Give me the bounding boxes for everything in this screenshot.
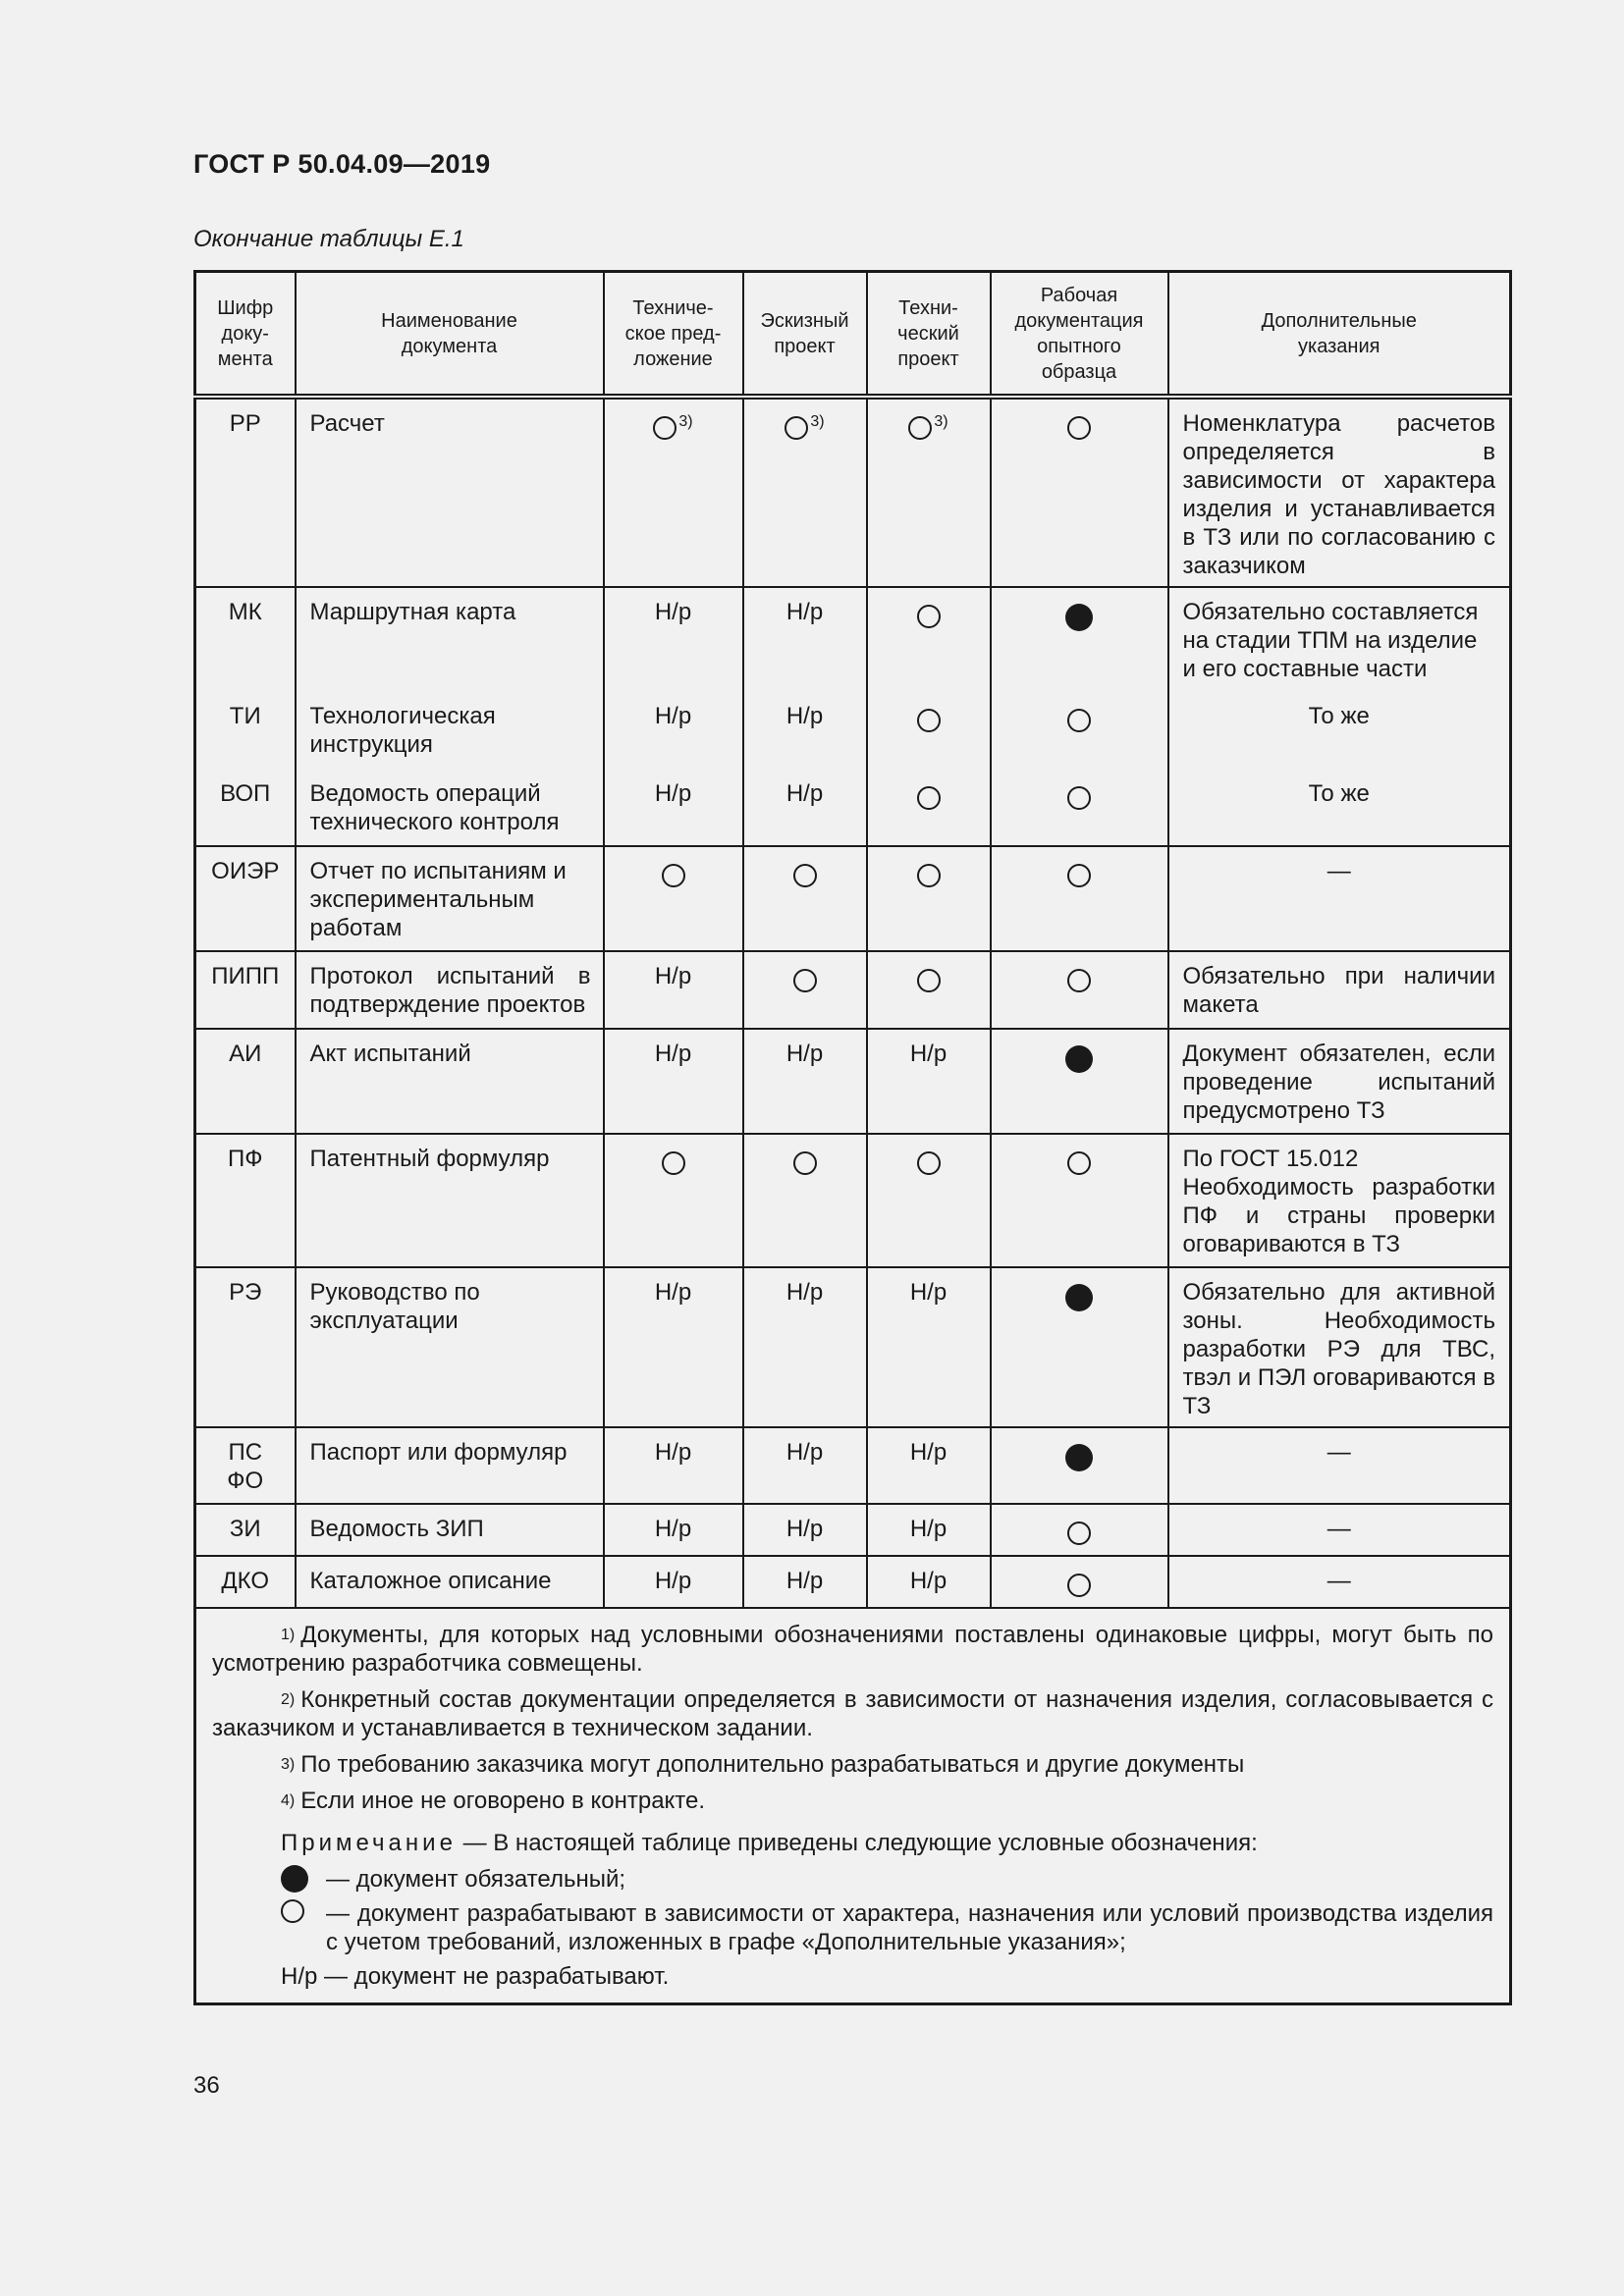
mark-np: Н/р <box>867 1504 991 1556</box>
doc-note: — <box>1168 1427 1511 1504</box>
table-row <box>195 1427 1511 1504</box>
doc-code: ТИ <box>195 692 296 770</box>
footnote-number: 1) <box>281 1627 296 1643</box>
footnote-text: Конкретный состав документации определяется в зависимости от назначения изделия, согласовывается с заказчиком и устанавливается в техническом задании. <box>212 1686 1493 1741</box>
mark-optional <box>743 951 867 1029</box>
mark-np: Н/р <box>604 692 743 770</box>
mark-np: Н/р <box>743 1427 867 1504</box>
doc-note: — <box>1168 1504 1511 1556</box>
doc-code: ПФ <box>195 1134 296 1267</box>
footnote-text: Если иное не оговорено в контракте. <box>300 1788 706 1814</box>
footnotes-block <box>195 1608 1511 2004</box>
table-row <box>195 397 1511 587</box>
circle-icon <box>281 1899 304 1923</box>
mark-optional <box>743 846 867 951</box>
mark-optional <box>991 770 1168 846</box>
legend-item-np: Н/р — документ не разрабатывают. <box>281 1963 670 1990</box>
filled-circle-icon <box>1065 604 1093 631</box>
mark-np: Н/р <box>604 1427 743 1504</box>
table-row <box>195 587 1511 692</box>
doc-note: Обязательно при наличии макета <box>1168 951 1511 1029</box>
doc-name: Маршрутная карта <box>296 587 604 692</box>
doc-note: Обязательно для активной зоны. Необходимость разработки РЭ для ТВС, твэл и ПЭЛ оговариваются в ТЗ <box>1168 1267 1511 1427</box>
doc-code: ВОП <box>195 770 296 846</box>
mark-optional <box>991 1134 1168 1267</box>
mark-optional <box>867 770 991 846</box>
col-header-working-docs: Рабочая документация опытного образца <box>991 272 1168 398</box>
circle-icon <box>1067 786 1091 810</box>
footnote-ref: 3) <box>678 413 693 430</box>
doc-note: — <box>1168 846 1511 951</box>
footnote-number: 4) <box>281 1792 296 1809</box>
circle-icon <box>662 1151 685 1175</box>
doc-name: Протокол испытаний в подтверждение проектов <box>296 951 604 1029</box>
mark-optional <box>604 397 743 587</box>
table-row <box>195 1267 1511 1427</box>
doc-name: Патентный формуляр <box>296 1134 604 1267</box>
document-header: ГОСТ Р 50.04.09—2019 <box>193 149 491 179</box>
doc-code: РЭ <box>195 1267 296 1427</box>
doc-name: Каталожное описание <box>296 1556 604 1608</box>
circle-icon <box>1067 416 1091 440</box>
remark-label: Примечание <box>281 1830 457 1856</box>
table-row <box>195 951 1511 1029</box>
doc-code-line: ФО <box>227 1468 264 1494</box>
filled-circle-icon <box>1065 1284 1093 1311</box>
doc-code: ПИПП <box>195 951 296 1029</box>
doc-name: Паспорт или формуляр <box>296 1427 604 1504</box>
footnote <box>212 1621 1493 1678</box>
doc-code <box>195 1427 296 1504</box>
doc-name: Отчет по испытаниям и экспериментальным работам <box>296 846 604 951</box>
table-row <box>195 770 1511 846</box>
circle-icon <box>1067 1522 1091 1545</box>
filled-circle-icon <box>1065 1444 1093 1471</box>
circle-icon <box>1067 709 1091 732</box>
circle-icon <box>917 605 941 628</box>
doc-name: Ведомость операций технического контроля <box>296 770 604 846</box>
remark-text: — В настоящей таблице приведены следующие условные обозначения: <box>456 1830 1258 1856</box>
mark-mandatory <box>991 1427 1168 1504</box>
mark-optional <box>867 692 991 770</box>
mark-np: Н/р <box>604 1556 743 1608</box>
circle-icon <box>917 864 941 887</box>
legend-item-mandatory <box>281 1865 1493 1894</box>
doc-note <box>1168 1134 1511 1267</box>
table-row <box>195 692 1511 770</box>
doc-note: Документ обязателен, если проведение испытаний предусмотрено ТЗ <box>1168 1029 1511 1134</box>
footnote-ref: 3) <box>810 413 825 430</box>
circle-icon <box>785 416 808 440</box>
circle-icon <box>1067 1151 1091 1175</box>
table-row <box>195 1134 1511 1267</box>
col-header-tech-proposal: Техниче-ское пред-ложение <box>604 272 743 398</box>
mark-optional <box>867 397 991 587</box>
mark-optional <box>867 951 991 1029</box>
mark-np: Н/р <box>743 692 867 770</box>
documents-table <box>193 270 1512 2005</box>
table-row <box>195 1556 1511 1608</box>
legend-text: — документ обязательный; <box>326 1866 626 1893</box>
mark-mandatory <box>991 1267 1168 1427</box>
col-header-code: Шифр доку-мента <box>195 272 296 398</box>
mark-optional <box>991 1504 1168 1556</box>
footnote-text: Документы, для которых над условными обозначениями поставлены одинаковые цифры, могут быть по усмотрению разработчика совмещены. <box>212 1622 1493 1677</box>
mark-np: Н/р <box>867 1267 991 1427</box>
mark-np: Н/р <box>604 951 743 1029</box>
doc-code-line: ПС <box>228 1439 263 1466</box>
mark-np: Н/р <box>743 587 867 692</box>
mark-mandatory <box>991 1029 1168 1134</box>
doc-note: То же <box>1168 770 1511 846</box>
mark-optional <box>604 1134 743 1267</box>
note-line: По ГОСТ 15.012 <box>1182 1146 1359 1172</box>
doc-code: РР <box>195 397 296 587</box>
doc-code: МК <box>195 587 296 692</box>
doc-name: Технологическая инструкция <box>296 692 604 770</box>
doc-name: Расчет <box>296 397 604 587</box>
footnote-number: 3) <box>281 1756 296 1773</box>
col-header-name: Наименование документа <box>296 272 604 398</box>
circle-icon <box>653 416 677 440</box>
circle-icon <box>917 969 941 992</box>
mark-optional <box>867 846 991 951</box>
table-row <box>195 846 1511 951</box>
mark-optional <box>743 397 867 587</box>
mark-np: Н/р <box>867 1427 991 1504</box>
mark-np: Н/р <box>743 1556 867 1608</box>
doc-name: Ведомость ЗИП <box>296 1504 604 1556</box>
circle-icon <box>793 1151 817 1175</box>
mark-np: Н/р <box>604 1267 743 1427</box>
circle-icon <box>1067 864 1091 887</box>
footnote-ref: 3) <box>934 413 948 430</box>
doc-code: АИ <box>195 1029 296 1134</box>
remark <box>281 1829 1493 1857</box>
footnote <box>212 1685 1493 1742</box>
mark-optional <box>991 692 1168 770</box>
mark-optional <box>991 397 1168 587</box>
mark-np: Н/р <box>743 770 867 846</box>
mark-np: Н/р <box>604 1504 743 1556</box>
mark-optional <box>867 1134 991 1267</box>
mark-np: Н/р <box>867 1029 991 1134</box>
mark-np: Н/р <box>604 587 743 692</box>
circle-icon <box>917 709 941 732</box>
table-footnotes-row <box>195 1608 1511 2004</box>
note-line: Необходимость разработки ПФ и страны проверки оговариваются в ТЗ <box>1182 1174 1495 1257</box>
mark-np: Н/р <box>743 1504 867 1556</box>
doc-code: ЗИ <box>195 1504 296 1556</box>
doc-code: ДКО <box>195 1556 296 1608</box>
legend-text: — документ разрабатывают в зависимости от характера, назначения или условий производства изделия с учетом требований, изложенных в графе «Дополнительные указания»; <box>326 1900 1493 1955</box>
circle-icon <box>908 416 932 440</box>
mark-np: Н/р <box>604 770 743 846</box>
footnote <box>212 1750 1493 1779</box>
circle-icon <box>793 969 817 992</box>
mark-np: Н/р <box>743 1267 867 1427</box>
circle-icon <box>662 864 685 887</box>
doc-name: Акт испытаний <box>296 1029 604 1134</box>
footnote <box>212 1787 1493 1815</box>
table-row <box>195 1504 1511 1556</box>
doc-note: Обязательно составляется на стадии ТПМ на изделие и его составные части <box>1168 587 1511 692</box>
filled-circle-icon <box>1065 1045 1093 1073</box>
mark-mandatory <box>991 587 1168 692</box>
doc-note: То же <box>1168 692 1511 770</box>
footnote-number: 2) <box>281 1691 296 1708</box>
page-number: 36 <box>193 2072 220 2099</box>
mark-np: Н/р <box>743 1029 867 1134</box>
circle-icon <box>917 1151 941 1175</box>
mark-optional <box>743 1134 867 1267</box>
mark-np: Н/р <box>604 1029 743 1134</box>
doc-note: — <box>1168 1556 1511 1608</box>
circle-icon <box>917 786 941 810</box>
col-header-tech-project: Техни-ческий проект <box>867 272 991 398</box>
mark-optional <box>604 846 743 951</box>
mark-optional <box>991 1556 1168 1608</box>
mark-optional <box>991 951 1168 1029</box>
col-header-sketch-project: Эскизный проект <box>743 272 867 398</box>
doc-code: ОИЭР <box>195 846 296 951</box>
circle-icon <box>1067 969 1091 992</box>
legend-item-optional <box>281 1899 1493 1956</box>
table-header-row <box>195 272 1511 398</box>
footnote-text: По требованию заказчика могут дополнительно разрабатываться и другие документы <box>300 1751 1245 1778</box>
mark-optional <box>991 846 1168 951</box>
circle-icon <box>1067 1574 1091 1597</box>
doc-note: Номенклатура расчетов определяется в зависимости от характера изделия и устанавливается в ТЗ или по согласованию с заказчиком <box>1168 397 1511 587</box>
filled-circle-icon <box>281 1865 308 1893</box>
mark-np: Н/р <box>867 1556 991 1608</box>
table-caption: Окончание таблицы Е.1 <box>193 226 464 252</box>
circle-icon <box>793 864 817 887</box>
mark-optional <box>867 587 991 692</box>
table-row <box>195 1029 1511 1134</box>
col-header-notes: Дополнительные указания <box>1168 272 1511 398</box>
doc-name: Руководство по эксплуатации <box>296 1267 604 1427</box>
